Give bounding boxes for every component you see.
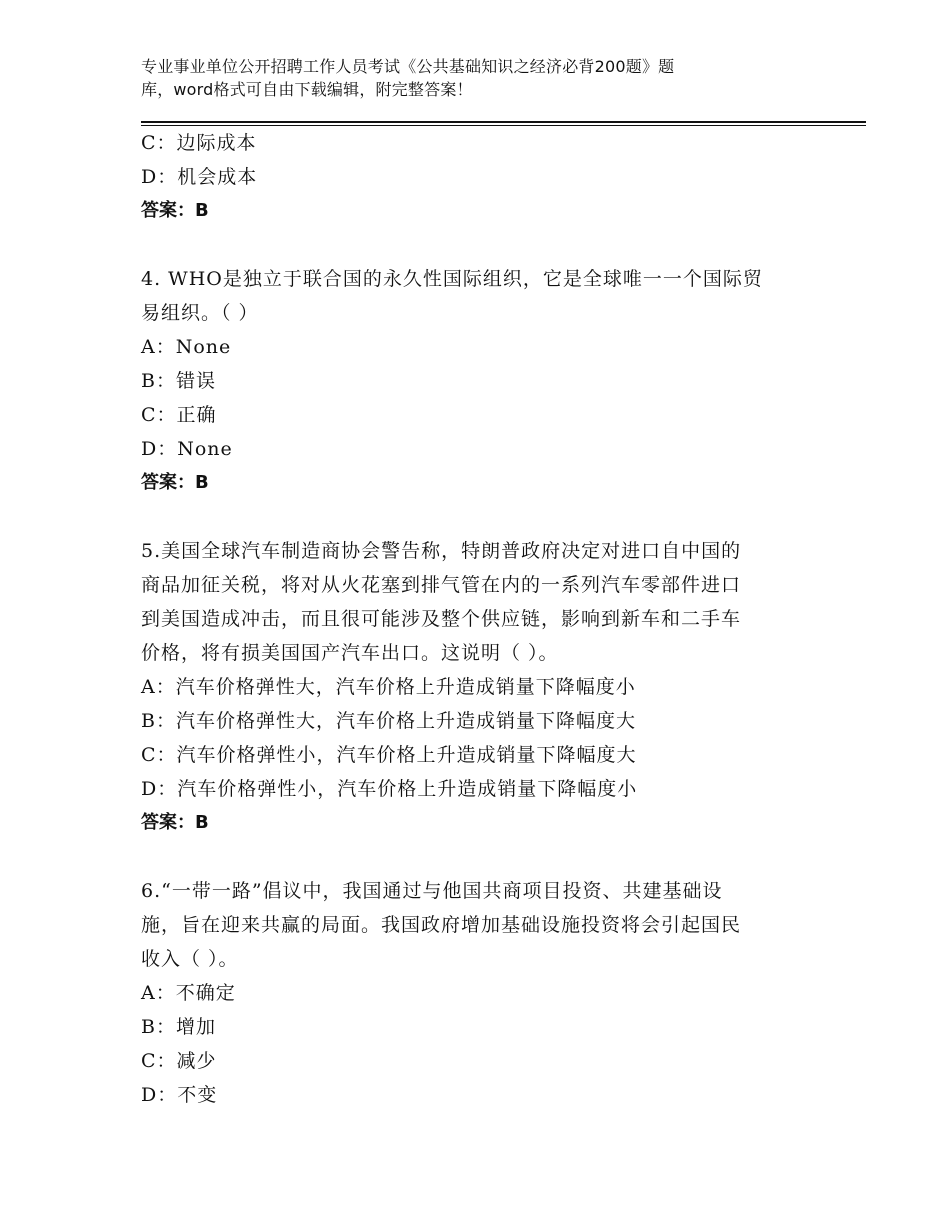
header-divider-thick xyxy=(141,121,866,123)
question-list xyxy=(141,126,801,1112)
option-c: C：正确 xyxy=(141,404,217,426)
option-d: D：None xyxy=(141,438,233,460)
option-c: C：边际成本 xyxy=(141,132,257,154)
answer: 答案：B xyxy=(141,472,209,493)
question-3 xyxy=(141,126,801,228)
option-d: D：汽车价格弹性小，汽车价格上升造成销量下降幅度小 xyxy=(141,778,638,800)
page-header xyxy=(141,55,781,101)
question-6 xyxy=(141,874,801,1112)
answer: 答案：B xyxy=(141,812,209,833)
option-c: C：汽车价格弹性小，汽车价格上升造成销量下降幅度大 xyxy=(141,744,637,766)
question-text-line: 价格，将有损美国国产汽车出口。这说明（ ）。 xyxy=(141,642,559,664)
option-b: B：汽车价格弹性大，汽车价格上升造成销量下降幅度大 xyxy=(141,710,636,732)
header-title-line-1: 专业事业单位公开招聘工作人员考试《公共基础知识之经济必背200题》题 xyxy=(141,57,675,76)
question-text-line: 到美国造成冲击，而且很可能涉及整个供应链，影响到新车和二手车 xyxy=(141,608,742,630)
question-text-line: 商品加征关税，将对从火花塞到排气管在内的一系列汽车零部件进口 xyxy=(141,574,742,596)
question-text-line: 4. WHO是独立于联合国的永久性国际组织，它是全球唯一一个国际贸 xyxy=(141,268,763,290)
header-title-line-2: 库，word格式可自由下载编辑，附完整答案！ xyxy=(141,80,473,99)
question-text-line: 易组织。（ ） xyxy=(141,302,259,324)
question-text-line: 5.美国全球汽车制造商协会警告称，特朗普政府决定对进口自中国的 xyxy=(141,540,742,562)
answer: 答案：B xyxy=(141,200,209,221)
option-a: A：不确定 xyxy=(141,982,236,1004)
option-d: D：不变 xyxy=(141,1084,218,1106)
question-text-line: 施，旨在迎来共赢的局面。我国政府增加基础设施投资将会引起国民 xyxy=(141,914,742,936)
option-b: B：错误 xyxy=(141,370,216,392)
option-a: A：汽车价格弹性大，汽车价格上升造成销量下降幅度小 xyxy=(141,676,636,698)
option-c: C：减少 xyxy=(141,1050,217,1072)
question-text-line: 6.“一带一路”倡议中，我国通过与他国共商项目投资、共建基础设 xyxy=(141,880,723,902)
option-b: B：增加 xyxy=(141,1016,216,1038)
question-5 xyxy=(141,534,801,840)
option-d: D：机会成本 xyxy=(141,166,258,188)
question-text-line: 收入（ ）。 xyxy=(141,948,239,970)
question-4 xyxy=(141,262,801,500)
option-a: A：None xyxy=(141,336,232,358)
